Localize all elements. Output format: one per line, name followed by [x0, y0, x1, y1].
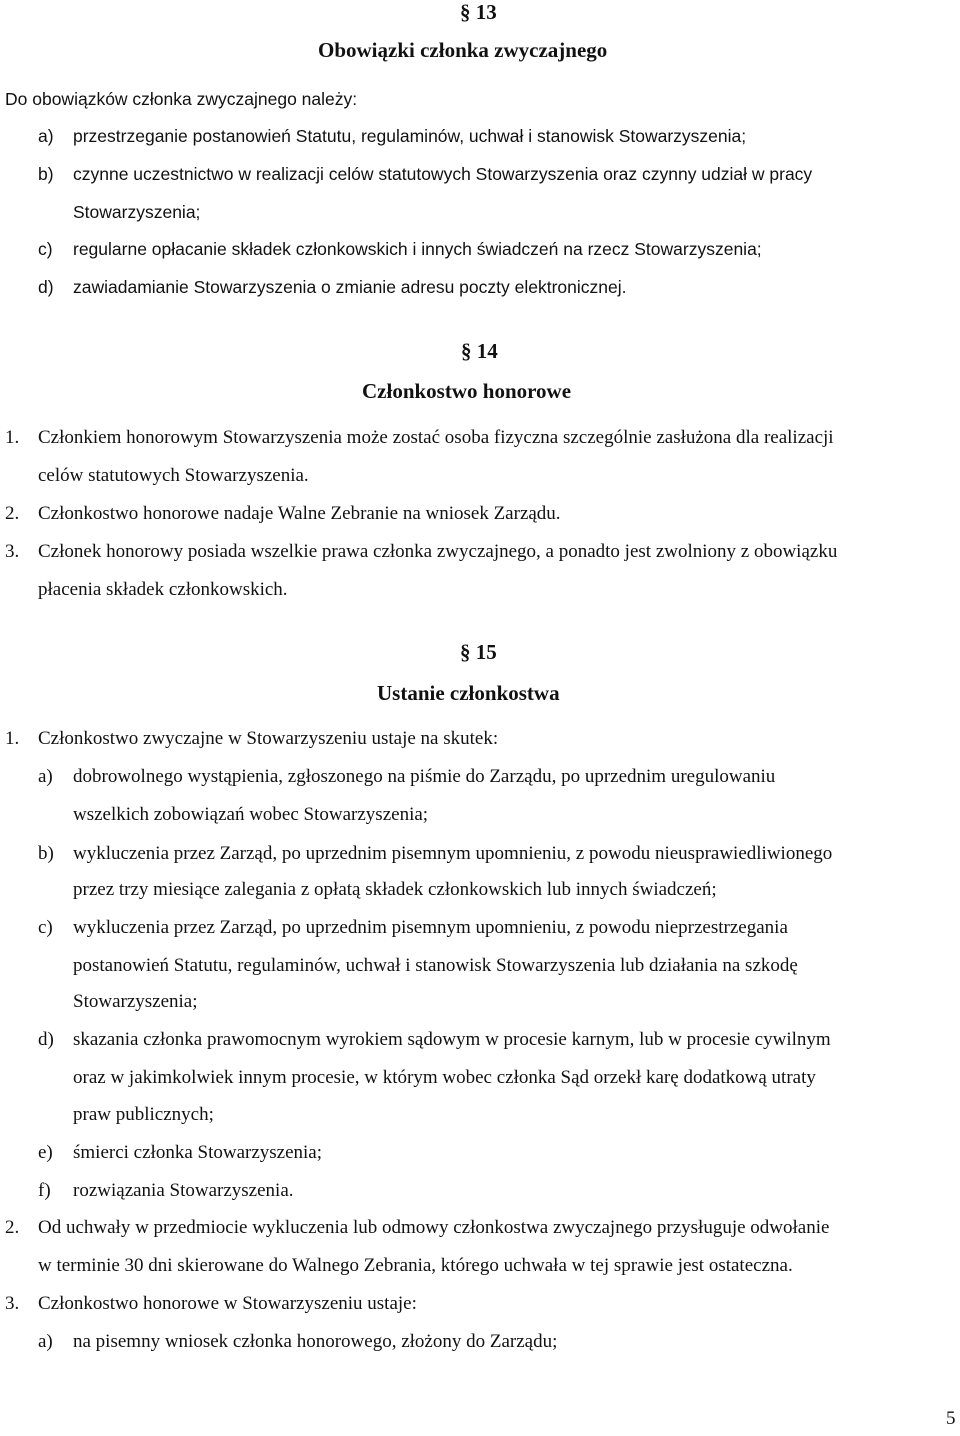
list-label: 1.	[5, 728, 20, 749]
list-label: 2.	[5, 1217, 20, 1238]
list-label: f)	[38, 1180, 51, 1201]
list-text: celów statutowych Stowarzyszenia.	[38, 465, 309, 486]
section-14-number: § 14	[461, 339, 498, 363]
list-text: rozwiązania Stowarzyszenia.	[73, 1180, 294, 1201]
list-text: przez trzy miesiące zalegania z opłatą składek członkowskich lub innych świadczeń;	[73, 879, 717, 900]
list-label: a)	[38, 766, 53, 787]
list-text: czynne uczestnictwo w realizacji celów statutowych Stowarzyszenia oraz czynny udział w pracy	[73, 164, 813, 184]
section-13-intro: Do obowiązków członka zwyczajnego należy:	[5, 89, 358, 109]
list-text: śmierci członka Stowarzyszenia;	[73, 1142, 323, 1163]
list-text: Stowarzyszenia;	[73, 202, 201, 222]
list-label: 3.	[5, 1293, 20, 1314]
section-15-number: § 15	[460, 640, 497, 664]
list-text: Członkostwo honorowe nadaje Walne Zebranie na wniosek Zarządu.	[38, 503, 561, 524]
list-label: a)	[38, 1331, 53, 1352]
list-text: regularne opłacanie składek członkowskich i innych świadczeń na rzecz Stowarzyszenia;	[73, 239, 762, 259]
list-label: d)	[38, 277, 54, 297]
section-13-number: § 13	[460, 0, 497, 24]
list-label: c)	[38, 239, 53, 259]
list-text: Członkostwo zwyczajne w Stowarzyszeniu ustaje na skutek:	[38, 728, 499, 749]
section-15-title: Ustanie członkostwa	[377, 681, 560, 705]
list-text: Członkostwo honorowe w Stowarzyszeniu ustaje:	[38, 1293, 417, 1314]
list-text: praw publicznych;	[73, 1104, 214, 1125]
list-label: d)	[38, 1029, 54, 1050]
list-text: Członkiem honorowym Stowarzyszenia może zostać osoba fizyczna szczególnie zasłużona dla realizacji	[38, 427, 834, 448]
list-text: skazania członka prawomocnym wyrokiem sądowym w procesie karnym, lub w procesie cywilnym	[73, 1029, 831, 1050]
list-label: b)	[38, 164, 54, 184]
list-text: dobrowolnego wystąpienia, zgłoszonego na piśmie do Zarządu, po uprzednim uregulowaniu	[73, 766, 776, 787]
list-label: 1.	[5, 427, 20, 448]
section-13-title: Obowiązki członka zwyczajnego	[318, 38, 608, 62]
section-14-title: Członkostwo honorowe	[362, 379, 572, 403]
list-label: e)	[38, 1142, 53, 1163]
list-label: b)	[38, 843, 54, 864]
list-text: na pisemny wniosek członka honorowego, złożony do Zarządu;	[73, 1331, 558, 1352]
list-text: przestrzeganie postanowień Statutu, regulaminów, uchwał i stanowisk Stowarzyszenia;	[73, 126, 747, 146]
list-text: Członek honorowy posiada wszelkie prawa członka zwyczajnego, a ponadto jest zwolniony z obowiązku	[38, 541, 838, 562]
list-text: zawiadamianie Stowarzyszenia o zmianie adresu poczty elektronicznej.	[73, 277, 627, 297]
list-label: 3.	[5, 541, 20, 562]
list-text: postanowień Statutu, regulaminów, uchwał i stanowisk Stowarzyszenia lub działania na szkodę	[73, 955, 798, 976]
list-text: w terminie 30 dni skierowane do Walnego Zebrania, którego uchwała w tej sprawie jest ostateczna.	[38, 1255, 793, 1276]
list-text: wszelkich zobowiązań wobec Stowarzyszenia;	[73, 804, 429, 825]
list-label: 2.	[5, 503, 20, 524]
list-text: Stowarzyszenia;	[73, 991, 198, 1012]
list-label: c)	[38, 917, 53, 938]
list-text: Od uchwały w przedmiocie wykluczenia lub odmowy członkostwa zwyczajnego przysługuje odwołanie	[38, 1217, 830, 1238]
list-label: a)	[38, 126, 54, 146]
list-text: oraz w jakimkolwiek innym procesie, w którym wobec członka Sąd orzekł karę dodatkową utraty	[73, 1067, 816, 1088]
list-text: wykluczenia przez Zarząd, po uprzednim pisemnym upomnieniu, z powodu nieusprawiedliwionego	[73, 843, 833, 864]
list-text: płacenia składek członkowskich.	[38, 579, 288, 600]
page-number: 5	[946, 1408, 956, 1429]
list-text: wykluczenia przez Zarząd, po uprzednim pisemnym upomnieniu, z powodu nieprzestrzegania	[73, 917, 788, 938]
